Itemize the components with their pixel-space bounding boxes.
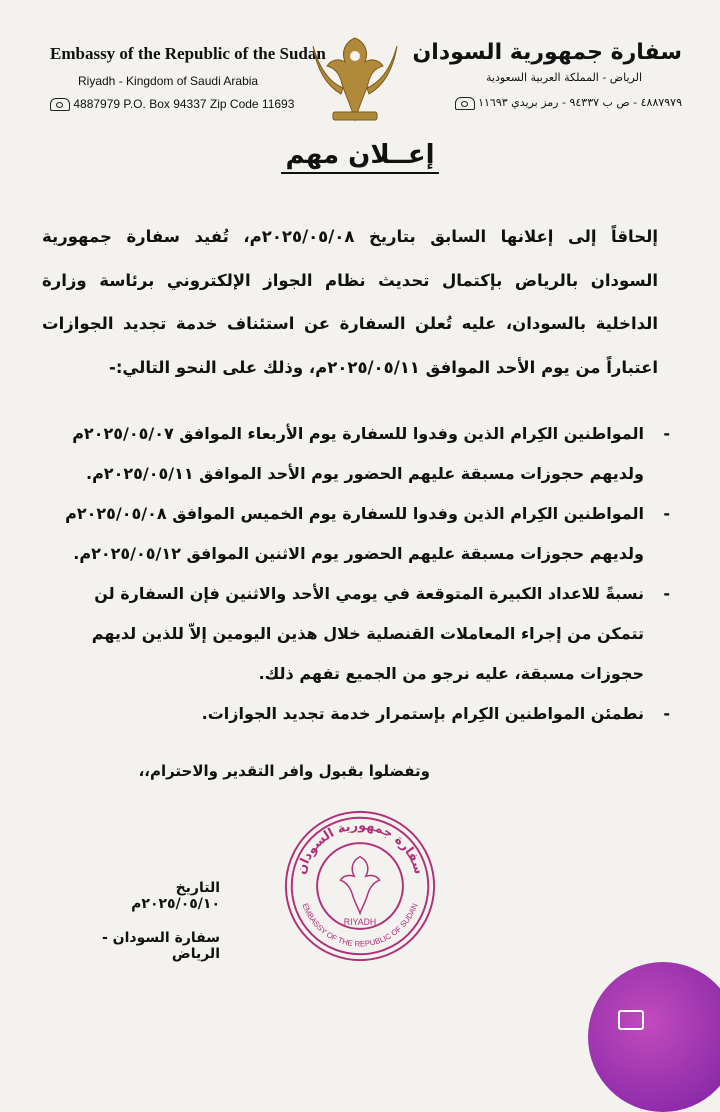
phone-icon [455,97,475,110]
phone-icon [50,98,70,111]
embassy-location-ar: الرياض - المملكة العربية السعودية [485,71,642,84]
contact-text-ar: ٤٨٨٧٩٧٩ - ص ب ٩٤٣٣٧ - رمز بريدي ١١٦٩٣ [478,96,682,109]
date-block [90,880,220,980]
gallery-icon[interactable] [618,1010,644,1030]
corner-badge[interactable] [588,962,720,1112]
embassy-stamp-icon [282,808,438,964]
embassy-name-ar: سفارة جمهورية السودان [412,40,682,65]
announcement-title [0,140,720,170]
list-item: - المواطنين الكِرام الذين وفدوا للسفارة يوم الأربعاء الموافق ٢٠٢٥/٠٥/٠٧م ولديهم حجوزات مسبقة عليهم الحضور يوم الأحد الموافق ٢٠٢٥/٠٥/١١م. [72,424,670,483]
closing-line: وتفضلوا بقبول وافر التقدير والاحترام،، [138,762,430,780]
header-english [40,44,326,111]
header-arabic [402,40,682,110]
embassy-contact-en [50,97,300,111]
embassy-location-en: Riyadh - Kingdom of Saudi Arabia [78,74,259,88]
svg-text:EMBASSY OF THE REPUBLIC OF SUD: EMBASSY OF THE REPUBLIC OF SUDAN [300,902,420,949]
contact-text-en: 4887979 P.O. Box 94337 Zip Code 11693 [73,97,295,111]
item-list [42,414,670,734]
title-text: إعــلان مهم [281,140,438,174]
intro-paragraph: إلحاقاً إلى إعلانها السابق بتاريخ ٢٠٢٥/٠٥/٠٨م، تُفيد سفارة جمهورية السودان بالرياض بإكتمال تحديث نظام الجواز الإلكتروني برئاسة وزارة الداخلية بالسودان، عليه تُعلن السفارة عن استئناف خدمة تجديد الجوازات اعتباراً من يوم الأحد الموافق ٢٠٢٥/٠٥/١١م، وذلك على النحو التالي:- [42,227,659,377]
list-item: - المواطنين الكِرام الذين وفدوا للسفارة يوم الخميس الموافق ٢٠٢٥/٠٥/٠٨م ولديهم حجوزات مسبقة عليهم الحضور يوم الاثنين الموافق ٢٠٢٥/٠٥/١٢م. [65,504,670,563]
svg-text:RIYADH: RIYADH [343,917,377,927]
embassy-contact-ar [402,96,682,110]
signature-line: سفارة السودان - الرياض [102,930,220,962]
list-item: - نسبةً للاعداد الكبيرة المتوقعة في يومي الأحد والاثنين فإن السفارة لن تتمكن من إجراء المعاملات القنصلية خلال هذين اليومين إلاّ للذين لديهم حجوزات مسبقة، عليه نرجو من الجميع تفهم ذلك. [91,584,670,683]
sudan-emblem-icon [305,28,405,128]
svg-text:سفارة جمهورية السودان: سفارة جمهورية السودان [292,817,428,876]
date-line: التاريخ ٢٠٢٥/٠٥/١٠م [131,880,220,912]
embassy-name-en: Embassy of the Republic of the Sudan [50,44,326,63]
list-item: - نطمئن المواطنين الكِرام بإستمرار خدمة تجديد الجوازات. [201,704,670,723]
